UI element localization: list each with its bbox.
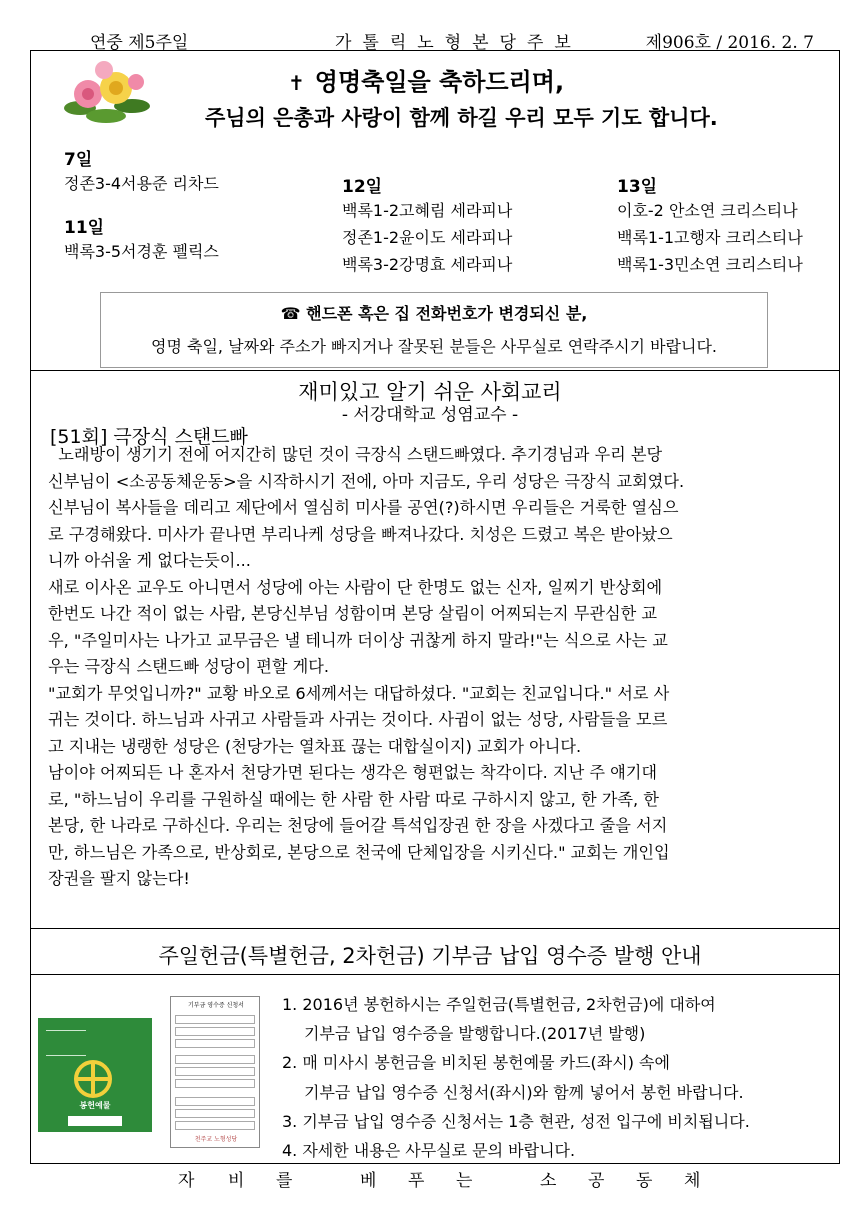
motto-char: 는 bbox=[456, 1171, 473, 1191]
body-line: 우는 극장식 스탠드빠 성당이 편할 게다. bbox=[48, 657, 330, 676]
body-line: 니까 아쉬울 게 없다는듯이... bbox=[48, 551, 251, 570]
section-divider bbox=[30, 928, 840, 929]
body-line: 본당, 한 나라로 구하신다. 우리는 천당에 들어갈 특석입장권 한 장을 사겠다고 줄을 서지 bbox=[48, 816, 668, 835]
body-line: 로 구경해왔다. 미사가 끝나면 부리나케 성당을 빠져나갔다. 치성은 드렸고 복은 받아놨으 bbox=[48, 524, 673, 544]
notice-heading: 핸드폰 혹은 집 전화번호가 변경되신 분, bbox=[306, 304, 588, 323]
nameday-name: 백록1-3민소연 크리스티나 bbox=[617, 255, 803, 274]
instruction-item: 1. 2016년 봉헌하시는 주일헌금(특별헌금, 2차헌금)에 대하여 bbox=[282, 995, 716, 1014]
nameday-name: 백록3-2강명효 세라피나 bbox=[342, 255, 513, 274]
column-author: - 서강대학교 성염교수 - bbox=[341, 405, 519, 425]
card-title: 봉헌예물 bbox=[79, 1101, 111, 1110]
nameday-name: 백록3-5서경훈 펠릭스 bbox=[64, 242, 219, 261]
liturgical-week: 연중 제5주일 bbox=[90, 33, 189, 53]
form-footer: 천주교 노형성당 bbox=[194, 1136, 238, 1143]
cross-circle-logo-icon bbox=[74, 1060, 112, 1098]
nameday-name: 정존1-2윤이도 세라피나 bbox=[342, 228, 513, 247]
bulletin-title: 가톨릭노형본당주보 bbox=[335, 33, 582, 53]
issue-number-date: 제906호 / 2016. 2. 7 bbox=[645, 33, 814, 53]
body-line: 한번도 나간 적이 없는 사람, 본당신부님 성함이며 본당 살림이 어찌되는지 무관심한 교 bbox=[48, 604, 658, 623]
body-line: 새로 이사온 교우도 아니면서 성당에 아는 사람이 단 한명도 없는 신자, 일찌기 반상회에 bbox=[48, 577, 663, 597]
instruction-item-cont: 기부금 납입 영수증 신청서(좌시)와 함께 넣어서 봉헌 바랍니다. bbox=[304, 1082, 744, 1102]
flower-bouquet-icon bbox=[60, 58, 154, 126]
bulletin-header bbox=[30, 22, 830, 52]
nameday-name: 이호-2 안소연 크리스티나 bbox=[617, 201, 798, 220]
nameday-date: 12일 bbox=[342, 177, 383, 197]
motto-char: 비 bbox=[228, 1171, 245, 1191]
motto-char: 를 bbox=[276, 1171, 293, 1191]
nameday-group bbox=[342, 172, 512, 278]
column-title: 재미있고 알기 쉬운 사회교리 bbox=[298, 380, 562, 404]
body-line: 신부님이 <소공동체운동>을 시작하시기 전에, 아마 지금도, 우리 성당은 극장식 교회였다. bbox=[48, 471, 685, 491]
instruction-item: 2. 매 미사시 봉헌금을 비치된 봉헌예물 카드(좌시) 속에 bbox=[282, 1053, 670, 1073]
motto-char: 베 bbox=[360, 1171, 377, 1191]
motto-char: 체 bbox=[684, 1171, 701, 1191]
body-line: 귀는 것이다. 하느님과 사귀고 사람들과 사귀는 것이다. 사귐이 없는 성당, 사람들을 모르 bbox=[48, 710, 668, 729]
body-line: 로, "하느님이 우리를 구원하실 때에는 한 사람 한 사람 따로 구하시지 않고, 한 가족, 한 bbox=[48, 789, 659, 809]
nameday-date: 11일 bbox=[64, 218, 105, 238]
cross-icon: ✝ bbox=[288, 71, 305, 95]
body-line: "교회가 무엇입니까?" 교황 바오로 6세께서는 대답하셨다. "교회는 친교입니다." 서로 사 bbox=[48, 683, 670, 703]
column-body bbox=[48, 442, 828, 893]
nameday-name: 정존3-4서용준 리차드 bbox=[64, 174, 219, 193]
receipt-form-image bbox=[170, 996, 260, 1148]
section-divider bbox=[30, 974, 840, 975]
body-line: 신부님이 복사들을 데리고 제단에서 열심히 미사를 공연(?)하시면 우리들은 거룩한 열심으 bbox=[48, 498, 679, 517]
instruction-item-cont: 기부금 납입 영수증을 발행합니다.(2017년 발행) bbox=[304, 1024, 646, 1044]
motto-char: 소 bbox=[540, 1171, 557, 1191]
instruction-item: 3. 기부금 납입 영수증 신청서는 1층 현관, 성전 입구에 비치됩니다. bbox=[282, 1111, 750, 1131]
body-line: 만, 하느님은 가족으로, 반상회로, 본당으로 천국에 단체입장을 시키신다." 교회는 개인입 bbox=[48, 842, 670, 862]
body-line: 노래방이 생기기 전에 어지간히 많던 것이 극장식 스탠드빠였다. 추기경님과 우리 본당 bbox=[48, 445, 663, 464]
offering-card-image bbox=[38, 1018, 152, 1132]
body-line: 고 지내는 냉랭한 성당은 (천당가는 열차표 끊는 대합실이지) 교회가 아니다. bbox=[48, 736, 582, 756]
nameday-group bbox=[617, 172, 803, 278]
nameday-date: 7일 bbox=[64, 150, 93, 170]
contact-notice-box bbox=[100, 292, 768, 368]
nameday-title: ✝ 영명축일을 축하드리며, bbox=[288, 68, 565, 96]
motto-char: 푸 bbox=[408, 1171, 425, 1191]
motto-char: 자 bbox=[178, 1171, 195, 1191]
phone-icon: ☎ bbox=[280, 304, 301, 323]
notice-text: 영명 축일, 날짜와 주소가 빠지거나 잘못된 분들은 사무실로 연락주시기 바랍니다. bbox=[151, 337, 717, 356]
body-line: 남이야 어찌되든 나 혼자서 천당가면 된다는 생각은 형편없는 착각이다. 지난 주 얘기대 bbox=[48, 763, 658, 782]
body-line: 우, "주일미사는 나가고 교무금은 낼 테니까 더이상 귀찮게 하지 말라!"는 식으로 사는 교 bbox=[48, 630, 668, 650]
body-line: 장권을 팔지 않는다! bbox=[48, 869, 190, 888]
nameday-name: 백록1-1고행자 크리스티나 bbox=[617, 228, 803, 247]
nameday-blessing: 주님의 은총과 사랑이 함께 하길 우리 모두 기도 합니다. bbox=[205, 106, 718, 130]
episode-title: [51회] 극장식 스탠드빠 bbox=[50, 426, 248, 448]
instruction-item: 4. 자세한 내용은 사무실로 문의 바랍니다. bbox=[282, 1141, 576, 1161]
nameday-group bbox=[64, 145, 219, 197]
motto-char: 동 bbox=[636, 1171, 653, 1191]
section-divider bbox=[30, 370, 840, 371]
nameday-date: 13일 bbox=[617, 177, 658, 197]
offering-title: 주일헌금(특별헌금, 2차헌금) 기부금 납입 영수증 발행 안내 bbox=[158, 944, 702, 968]
form-title: 기부금 영수증 신청서 bbox=[188, 1002, 244, 1009]
motto-char: 공 bbox=[588, 1171, 605, 1191]
nameday-name: 백록1-2고혜림 세라피나 bbox=[342, 201, 513, 220]
nameday-group bbox=[64, 213, 219, 265]
offering-instructions bbox=[282, 990, 750, 1165]
